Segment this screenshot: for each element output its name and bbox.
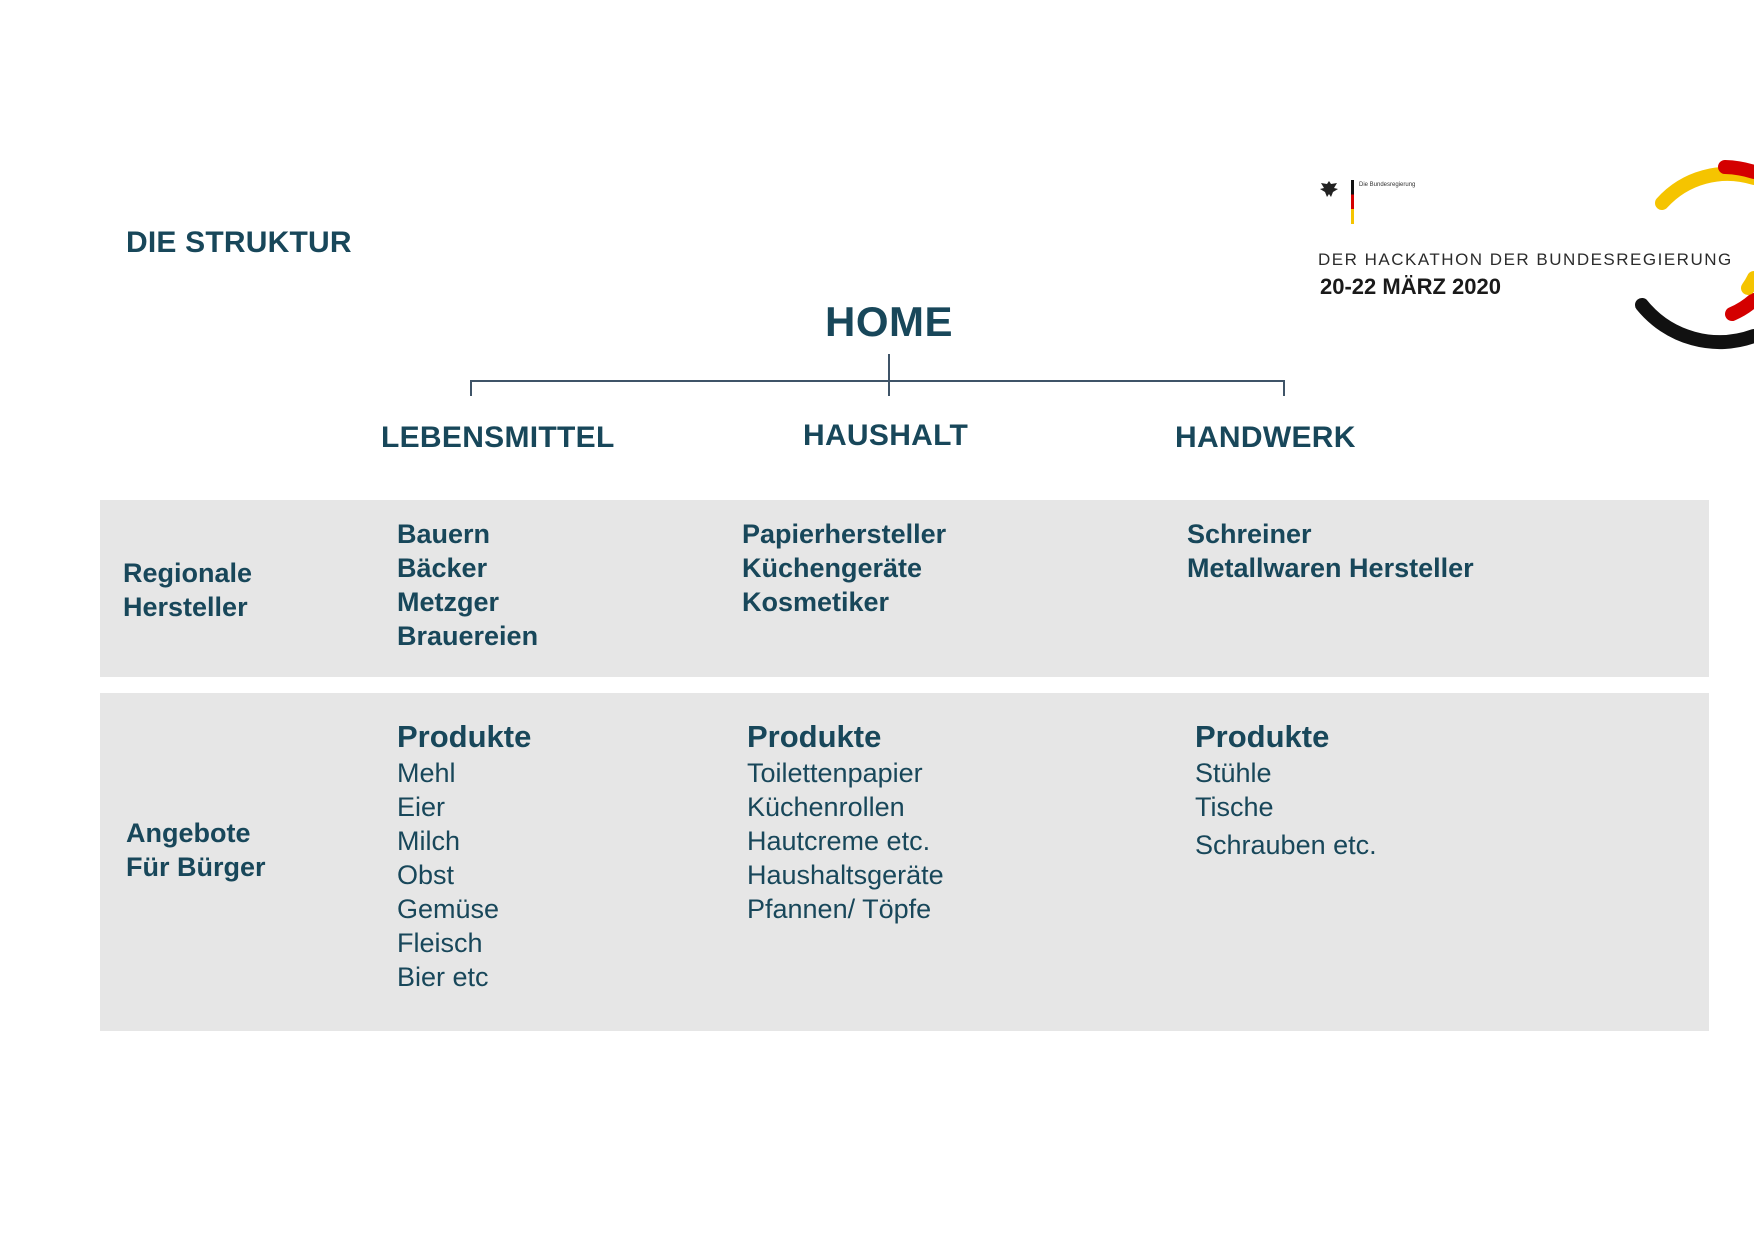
list-item: Bauern: [397, 519, 491, 549]
list-item: Tische: [1195, 792, 1274, 822]
column-lebensmittel: [397, 718, 531, 994]
row-angebote-fuer-buerger: [100, 693, 1709, 1031]
column-handwerk: [1187, 517, 1474, 585]
logo-headline: DER HACKATHON DER BUNDESREGIERUNG: [1318, 250, 1733, 269]
column-lebensmittel: [397, 517, 538, 653]
logo-ring-icon: [1620, 150, 1754, 360]
column-haushalt: [747, 718, 944, 926]
government-mark: [1318, 180, 1418, 220]
list-item: Metallwaren Hersteller: [1187, 553, 1474, 583]
row-label-line: Angebote: [126, 818, 251, 848]
list-item: Haushaltsgeräte: [747, 860, 944, 890]
row-label: [126, 816, 266, 884]
eagle-icon: [1318, 180, 1340, 203]
list-item: Schrauben etc.: [1195, 830, 1377, 860]
flag-bar: [1351, 180, 1354, 224]
list-item: Hautcreme etc.: [747, 826, 931, 856]
list-item: Küchengeräte: [742, 553, 923, 583]
column-haushalt: [742, 517, 946, 619]
list-item: Küchenrollen: [747, 792, 905, 822]
list-item: Mehl: [397, 758, 456, 788]
category-handwerk: HANDWERK: [1175, 421, 1356, 454]
list-item: Eier: [397, 792, 446, 822]
column-handwerk: [1195, 718, 1377, 862]
list-item: Obst: [397, 860, 455, 890]
list-item: Fleisch: [397, 928, 483, 958]
list-item: Bäcker: [397, 553, 488, 583]
logo-date: 20-22 MÄRZ 2020: [1320, 274, 1501, 299]
row-label-line: Für Bürger: [126, 852, 266, 882]
row-regionale-hersteller: [100, 500, 1709, 677]
list-item: Metzger: [397, 587, 500, 617]
list-item: Papierhersteller: [742, 519, 947, 549]
tree-root-home: HOME: [825, 298, 953, 345]
list-item: Schreiner: [1187, 519, 1312, 549]
list-item: Gemüse: [397, 894, 500, 924]
list-item: Brauereien: [397, 621, 539, 651]
row-label: [123, 556, 252, 624]
column-heading: Produkte: [1195, 719, 1330, 754]
hackathon-logo: [1310, 150, 1754, 360]
page-title: DIE STRUKTUR: [126, 226, 352, 259]
logo-small-text: Die Bundesregierung: [1359, 182, 1416, 188]
list-item: Pfannen/ Töpfe: [747, 894, 932, 924]
row-label-line: Regionale: [123, 558, 253, 588]
list-item: Kosmetiker: [742, 587, 890, 617]
list-item: Stühle: [1195, 758, 1272, 788]
list-item: Bier etc: [397, 962, 489, 992]
category-haushalt: HAUSHALT: [803, 419, 969, 452]
list-item: Milch: [397, 826, 461, 856]
category-lebensmittel: LEBENSMITTEL: [381, 421, 615, 454]
list-item: Toilettenpapier: [747, 758, 923, 788]
column-heading: Produkte: [747, 719, 882, 754]
column-heading: Produkte: [397, 719, 532, 754]
row-label-line: Hersteller: [123, 592, 248, 622]
